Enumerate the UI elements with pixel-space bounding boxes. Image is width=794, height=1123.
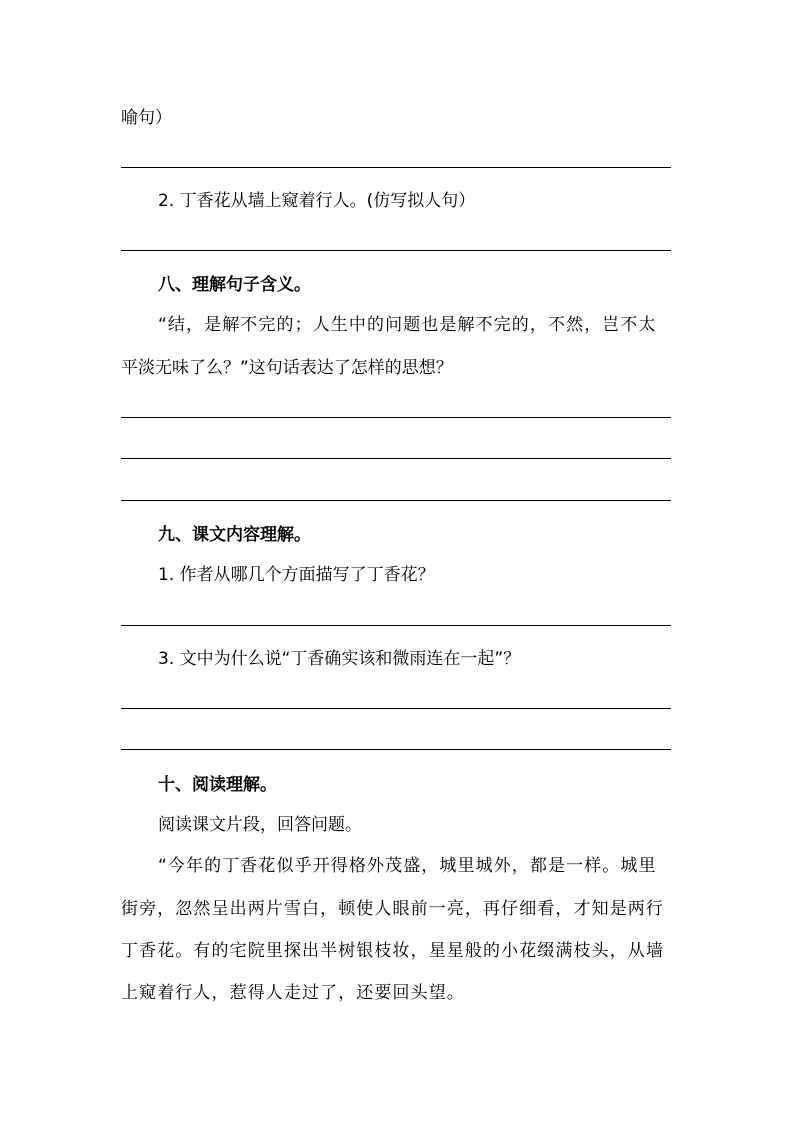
instruction-text: 阅读课文片段，回答问题。 <box>158 815 362 835</box>
text-line: 平淡无味了么？”这句话表达了怎样的思想？ <box>121 358 453 378</box>
passage-line: 街旁，忽然呈出两片雪白，顿使人眼前一亮，再仔细看，才知是两行 <box>121 899 664 919</box>
section-heading: 八、理解句子含义。 <box>158 275 311 295</box>
text-line: 喻句） <box>121 108 172 128</box>
passage-line: “今年的丁香花似乎开得格外茂盛，城里城外，都是一样。城里 <box>158 856 657 876</box>
section-heading: 九、课文内容理解。 <box>158 525 311 545</box>
question-item: 2. 丁香花从墙上窥着行人。(仿写拟人句） <box>158 191 476 211</box>
passage-line: 丁香花。有的宅院里探出半树银枝妆，星星般的小花缀满枝头，从墙 <box>121 941 664 961</box>
answer-line[interactable] <box>121 749 671 750</box>
answer-line[interactable] <box>121 708 671 709</box>
answer-line[interactable] <box>121 167 671 168</box>
answer-line[interactable] <box>121 250 671 251</box>
question-item: 3. 文中为什么说“丁香确实该和微雨连在一起”？ <box>158 649 521 669</box>
question-item: 1. 作者从哪几个方面描写了丁香花？ <box>158 565 435 585</box>
answer-line[interactable] <box>121 500 671 501</box>
passage-line: 上窥着行人，惹得人走过了，还要回头望。 <box>121 983 465 1003</box>
answer-line[interactable] <box>121 417 671 418</box>
answer-line[interactable] <box>121 625 671 626</box>
text-line: “结，是解不完的；人生中的问题也是解不完的，不然，岂不太 <box>158 315 657 335</box>
answer-line[interactable] <box>121 458 671 459</box>
section-heading: 十、阅读理解。 <box>158 775 277 795</box>
